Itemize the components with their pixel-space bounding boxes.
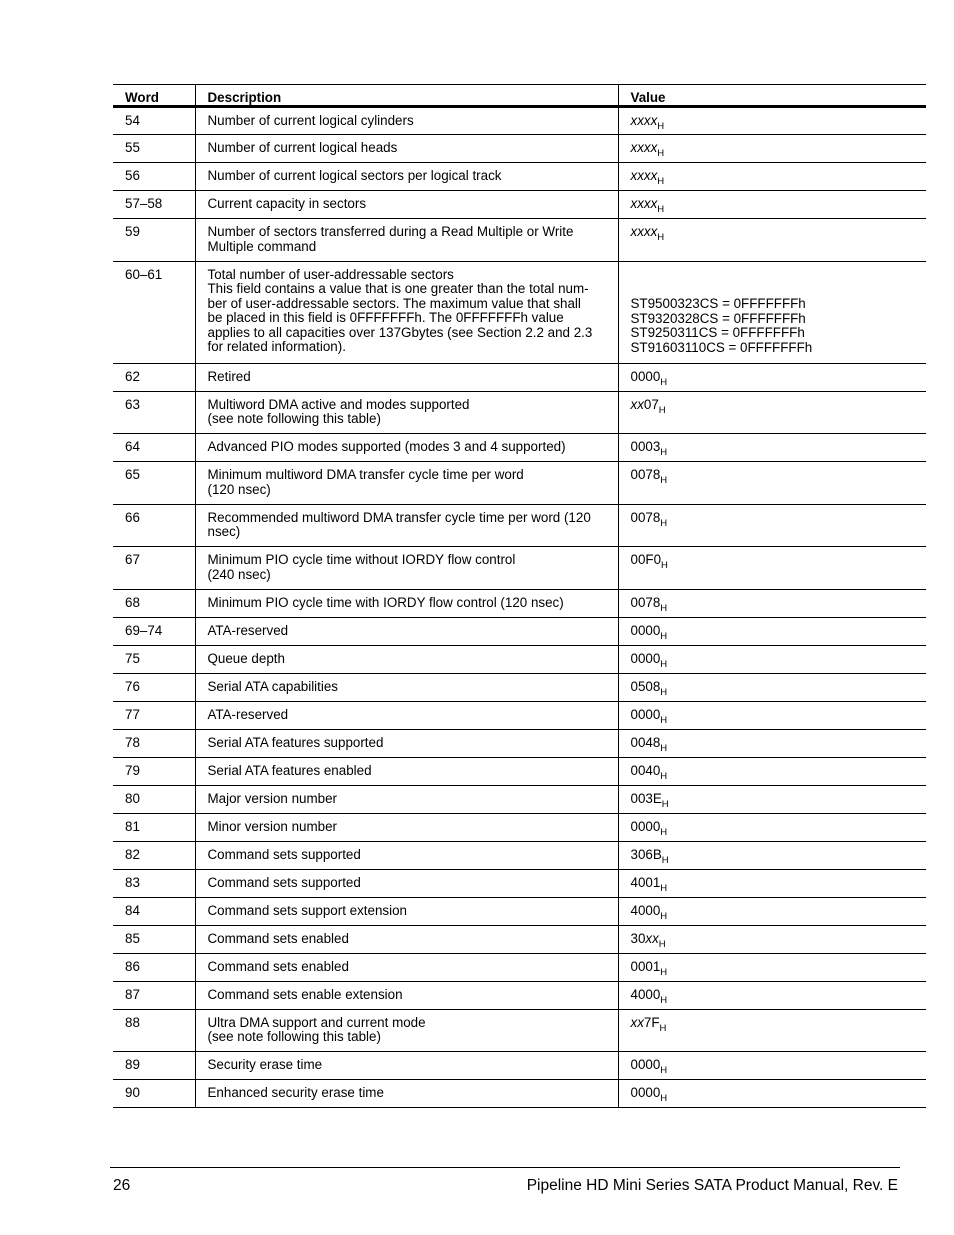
description-cell bbox=[195, 729, 618, 757]
description-line: Minimum PIO cycle time without IORDY flow control bbox=[207, 552, 516, 568]
value-text: ST9320328CS = 0FFFFFFFh bbox=[630, 310, 806, 326]
value-text: 0078 bbox=[630, 594, 661, 610]
hex-suffix: H bbox=[657, 176, 665, 188]
word-cell: 83 bbox=[113, 869, 195, 897]
word-cell: 66 bbox=[113, 504, 195, 547]
value-line bbox=[631, 312, 915, 326]
hex-suffix: H bbox=[660, 686, 668, 698]
value-line bbox=[630, 552, 915, 572]
hex-suffix: H bbox=[660, 475, 668, 487]
value-cell bbox=[618, 363, 926, 391]
description-cell bbox=[195, 1052, 618, 1080]
description-line: Retired bbox=[207, 368, 251, 384]
description-cell bbox=[195, 589, 618, 617]
description-line: Multiple command bbox=[207, 238, 317, 254]
placeholder-digits: xxxx bbox=[630, 113, 658, 128]
column-header-value: Value bbox=[618, 85, 926, 107]
word-cell: 60–61 bbox=[113, 261, 195, 363]
placeholder-digits: xxxx bbox=[630, 196, 658, 212]
hex-suffix: H bbox=[660, 658, 668, 670]
value-cell bbox=[618, 953, 926, 981]
table-row bbox=[113, 135, 926, 163]
word-cell: 56 bbox=[113, 163, 195, 191]
word-cell: 64 bbox=[113, 434, 195, 462]
description-cell bbox=[195, 897, 618, 925]
value-text: 0078 bbox=[630, 467, 661, 483]
value-line bbox=[630, 846, 915, 866]
table-row bbox=[113, 953, 926, 981]
value-cell bbox=[618, 757, 926, 785]
description-line: Queue depth bbox=[207, 650, 285, 666]
table-row bbox=[113, 462, 926, 505]
hex-suffix: H bbox=[660, 714, 668, 726]
description-cell bbox=[195, 841, 618, 869]
word-cell: 88 bbox=[113, 1009, 195, 1052]
word-cell: 90 bbox=[113, 1080, 195, 1108]
placeholder-digits: xx bbox=[630, 1014, 644, 1030]
value-line bbox=[630, 1057, 915, 1077]
description-cell bbox=[195, 434, 618, 462]
value-cell bbox=[618, 813, 926, 841]
value-text: 4001 bbox=[630, 874, 661, 890]
description-line: (120 nsec) bbox=[207, 481, 271, 497]
value-line bbox=[631, 297, 915, 311]
description-line: Major version number bbox=[207, 790, 337, 806]
value-line bbox=[630, 224, 915, 244]
hex-suffix: H bbox=[659, 1022, 667, 1034]
hex-suffix: H bbox=[660, 602, 668, 614]
placeholder-digits: xxxx bbox=[630, 168, 658, 184]
value-text: 4000 bbox=[630, 902, 661, 918]
word-cell: 67 bbox=[113, 547, 195, 590]
value-text: ST91603110CS = 0FFFFFFFh bbox=[630, 339, 813, 355]
table-row bbox=[113, 1052, 926, 1080]
word-cell: 75 bbox=[113, 645, 195, 673]
value-cell bbox=[618, 925, 926, 953]
description-line: ber of user-addressable sectors. The maximum value that shall bbox=[207, 295, 581, 311]
value-line bbox=[630, 734, 915, 754]
value-line bbox=[630, 958, 915, 978]
hex-suffix: H bbox=[660, 994, 668, 1006]
hex-suffix: H bbox=[660, 966, 668, 978]
description-cell bbox=[195, 261, 618, 363]
value-line bbox=[630, 368, 915, 388]
value-line bbox=[630, 678, 915, 698]
table-row bbox=[113, 981, 926, 1009]
hex-suffix: H bbox=[657, 148, 665, 160]
word-cell: 69–74 bbox=[113, 617, 195, 645]
description-line: ATA-reserved bbox=[207, 622, 289, 638]
value-line bbox=[630, 762, 915, 782]
description-cell bbox=[195, 547, 618, 590]
description-line: applies to all capacities over 137Gbytes (see Section 2.2 and 2.3 bbox=[207, 324, 593, 340]
description-line: Minimum PIO cycle time with IORDY flow control (120 nsec) bbox=[207, 594, 564, 610]
value-cell bbox=[618, 261, 926, 363]
description-cell bbox=[195, 673, 618, 701]
description-line: Minor version number bbox=[207, 818, 337, 834]
word-cell: 68 bbox=[113, 589, 195, 617]
description-cell bbox=[195, 462, 618, 505]
word-cell: 65 bbox=[113, 462, 195, 505]
table-row bbox=[113, 363, 926, 391]
table-row bbox=[113, 925, 926, 953]
description-cell bbox=[195, 191, 618, 219]
description-cell bbox=[195, 163, 618, 191]
description-cell bbox=[195, 701, 618, 729]
value-cell bbox=[618, 673, 926, 701]
value-text: 306B bbox=[630, 846, 662, 862]
table-header bbox=[113, 85, 926, 107]
value-text: 0001 bbox=[630, 958, 661, 974]
word-cell: 81 bbox=[113, 813, 195, 841]
hex-suffix: H bbox=[660, 517, 668, 529]
value-line bbox=[630, 509, 915, 529]
placeholder-digits: xxxx bbox=[630, 140, 658, 156]
table-row bbox=[113, 813, 926, 841]
value-line bbox=[630, 986, 915, 1006]
table-row bbox=[113, 1009, 926, 1052]
hex-suffix: H bbox=[660, 447, 668, 459]
description-line: Serial ATA features enabled bbox=[207, 762, 372, 778]
description-line: Number of current logical heads bbox=[207, 140, 398, 156]
table-body bbox=[113, 107, 926, 1108]
value-text: 0000 bbox=[630, 650, 661, 666]
description-cell bbox=[195, 135, 618, 163]
hex-suffix: H bbox=[660, 1093, 668, 1105]
value-line bbox=[630, 622, 915, 642]
value-cell bbox=[618, 219, 926, 262]
value-line bbox=[630, 396, 915, 416]
hex-suffix: H bbox=[657, 121, 665, 132]
value-line bbox=[630, 706, 915, 726]
description-cell bbox=[195, 981, 618, 1009]
word-cell: 82 bbox=[113, 841, 195, 869]
description-line: Command sets enabled bbox=[207, 930, 349, 946]
description-line: (240 nsec) bbox=[207, 566, 271, 582]
hex-suffix: H bbox=[661, 798, 669, 810]
word-cell: 62 bbox=[113, 363, 195, 391]
value-cell bbox=[618, 1009, 926, 1052]
value-cell bbox=[618, 163, 926, 191]
column-header-description: Description bbox=[195, 85, 618, 107]
description-line: Serial ATA capabilities bbox=[207, 678, 338, 694]
description-line: Recommended multiword DMA transfer cycle time per word (120 bbox=[207, 509, 591, 525]
value-text: 0000 bbox=[630, 1085, 661, 1101]
value-line bbox=[630, 594, 915, 614]
description-cell bbox=[195, 1009, 618, 1052]
value-cell bbox=[618, 869, 926, 897]
description-line: (see note following this table) bbox=[207, 411, 381, 427]
value-line bbox=[630, 439, 915, 459]
description-line: Current capacity in sectors bbox=[207, 196, 367, 212]
description-line: Number of current logical sectors per logical track bbox=[207, 168, 502, 184]
description-cell bbox=[195, 391, 618, 434]
table-row bbox=[113, 1080, 926, 1108]
description-line: Command sets supported bbox=[207, 874, 361, 890]
description-line: Minimum multiword DMA transfer cycle time per word bbox=[207, 467, 524, 483]
word-cell: 77 bbox=[113, 701, 195, 729]
description-line: Command sets enabled bbox=[207, 958, 349, 974]
identify-data-table bbox=[113, 84, 926, 1108]
value-cell bbox=[618, 191, 926, 219]
word-cell: 54 bbox=[113, 107, 195, 135]
hex-suffix: H bbox=[660, 1065, 668, 1077]
table-row bbox=[113, 219, 926, 262]
description-line: Total number of user-addressable sectors bbox=[207, 266, 454, 282]
value-text: 0040 bbox=[630, 762, 661, 778]
description-cell bbox=[195, 757, 618, 785]
word-cell: 85 bbox=[113, 925, 195, 953]
value-line bbox=[630, 168, 915, 188]
value-cell bbox=[618, 785, 926, 813]
value-line bbox=[630, 818, 915, 838]
placeholder-digits: xxxx bbox=[630, 224, 658, 240]
description-cell bbox=[195, 785, 618, 813]
table-header-row bbox=[113, 85, 926, 107]
value-text: 0000 bbox=[630, 622, 661, 638]
hex-suffix: H bbox=[660, 742, 668, 754]
value-line bbox=[630, 790, 915, 810]
description-line: Advanced PIO modes supported (modes 3 and 4 supported) bbox=[207, 439, 566, 455]
value-text: 4000 bbox=[630, 986, 661, 1002]
hex-suffix: H bbox=[660, 882, 668, 894]
footer-divider bbox=[110, 1167, 900, 1168]
description-cell bbox=[195, 617, 618, 645]
value-cell bbox=[618, 1052, 926, 1080]
word-cell: 87 bbox=[113, 981, 195, 1009]
table-row bbox=[113, 434, 926, 462]
table-row bbox=[113, 673, 926, 701]
hex-suffix: H bbox=[657, 232, 665, 244]
value-text: 0000 bbox=[630, 706, 661, 722]
value-cell bbox=[618, 504, 926, 547]
value-cell bbox=[618, 547, 926, 590]
description-line: nsec) bbox=[207, 524, 241, 540]
word-cell: 84 bbox=[113, 897, 195, 925]
description-line: Number of sectors transferred during a Read Multiple or Write bbox=[207, 224, 574, 240]
description-cell bbox=[195, 813, 618, 841]
hex-suffix: H bbox=[658, 938, 666, 950]
table-row bbox=[113, 547, 926, 590]
description-line: for related information). bbox=[207, 338, 346, 354]
value-line bbox=[630, 113, 915, 132]
table-row bbox=[113, 589, 926, 617]
value-cell bbox=[618, 897, 926, 925]
word-cell: 59 bbox=[113, 219, 195, 262]
table-row bbox=[113, 897, 926, 925]
value-line bbox=[630, 196, 915, 216]
description-cell bbox=[195, 953, 618, 981]
page-number: 26 bbox=[113, 1177, 131, 1194]
description-line: Command sets enable extension bbox=[207, 986, 403, 1002]
description-cell bbox=[195, 219, 618, 262]
description-line: be placed in this field is 0FFFFFFFh. The 0FFFFFFFh value bbox=[207, 310, 564, 326]
value-text: ST9250311CS = 0FFFFFFFh bbox=[630, 325, 805, 341]
value-cell bbox=[618, 1080, 926, 1108]
value-text: 7F bbox=[643, 1014, 660, 1030]
value-cell bbox=[618, 589, 926, 617]
table-row bbox=[113, 191, 926, 219]
value-text: 0000 bbox=[630, 368, 661, 384]
document-title: Pipeline HD Mini Series SATA Product Manual, Rev. E bbox=[526, 1177, 898, 1194]
value-cell bbox=[618, 107, 926, 135]
description-cell bbox=[195, 1080, 618, 1108]
description-line: Enhanced security erase time bbox=[207, 1085, 384, 1101]
table-row bbox=[113, 729, 926, 757]
value-text: ST9500323CS = 0FFFFFFFh bbox=[630, 296, 806, 312]
value-line bbox=[631, 326, 915, 340]
column-header-word: Word bbox=[113, 85, 195, 107]
description-line: (see note following this table) bbox=[207, 1029, 381, 1045]
value-cell bbox=[618, 135, 926, 163]
value-cell bbox=[618, 701, 926, 729]
word-cell: 78 bbox=[113, 729, 195, 757]
description-cell bbox=[195, 363, 618, 391]
table-row bbox=[113, 841, 926, 869]
description-line: Multiword DMA active and modes supported bbox=[207, 396, 470, 412]
hex-suffix: H bbox=[657, 204, 665, 216]
value-text: 0508 bbox=[630, 678, 661, 694]
word-cell: 55 bbox=[113, 135, 195, 163]
value-text: 07 bbox=[643, 396, 659, 412]
value-text: 30 bbox=[630, 930, 646, 946]
word-cell: 80 bbox=[113, 785, 195, 813]
word-cell: 89 bbox=[113, 1052, 195, 1080]
word-cell: 57–58 bbox=[113, 191, 195, 219]
description-cell bbox=[195, 504, 618, 547]
hex-suffix: H bbox=[661, 560, 668, 572]
value-line bbox=[630, 1014, 915, 1034]
value-line bbox=[630, 140, 915, 160]
table-row bbox=[113, 617, 926, 645]
word-cell: 79 bbox=[113, 757, 195, 785]
description-line: Serial ATA features supported bbox=[207, 734, 384, 750]
value-line bbox=[630, 650, 915, 670]
description-line: Ultra DMA support and current mode bbox=[207, 1014, 426, 1030]
description-line: Number of current logical cylinders bbox=[207, 113, 414, 128]
hex-suffix: H bbox=[660, 826, 668, 838]
table-row bbox=[113, 645, 926, 673]
table-row bbox=[113, 163, 926, 191]
value-line bbox=[631, 341, 915, 355]
description-line: This field contains a value that is one greater than the total num- bbox=[207, 281, 589, 297]
value-text: 00F0 bbox=[630, 552, 662, 568]
description-line: ATA-reserved bbox=[207, 706, 289, 722]
value-text: 0000 bbox=[630, 818, 661, 834]
description-cell bbox=[195, 107, 618, 135]
word-cell: 86 bbox=[113, 953, 195, 981]
placeholder-digits: xx bbox=[645, 930, 659, 946]
value-text: 0078 bbox=[630, 509, 661, 525]
value-line bbox=[630, 1085, 915, 1105]
table-row bbox=[113, 701, 926, 729]
value-text: 003E bbox=[630, 790, 662, 806]
table-row bbox=[113, 391, 926, 434]
value-line bbox=[630, 902, 915, 922]
table-row bbox=[113, 785, 926, 813]
table-row bbox=[113, 757, 926, 785]
table-row bbox=[113, 869, 926, 897]
value-cell bbox=[618, 841, 926, 869]
value-line bbox=[630, 930, 915, 950]
hex-suffix: H bbox=[660, 770, 668, 782]
description-line: Command sets supported bbox=[207, 846, 361, 862]
value-text: 0000 bbox=[630, 1057, 661, 1073]
value-cell bbox=[618, 391, 926, 434]
table-row bbox=[113, 107, 926, 135]
word-cell: 63 bbox=[113, 391, 195, 434]
value-cell bbox=[618, 434, 926, 462]
value-line bbox=[630, 874, 915, 894]
description-cell bbox=[195, 645, 618, 673]
value-cell bbox=[618, 729, 926, 757]
value-text: 0048 bbox=[630, 734, 661, 750]
description-cell bbox=[195, 869, 618, 897]
table-row bbox=[113, 261, 926, 363]
hex-suffix: H bbox=[661, 854, 669, 866]
description-line: Security erase time bbox=[207, 1057, 323, 1073]
placeholder-digits: xx bbox=[630, 396, 644, 412]
value-cell bbox=[618, 981, 926, 1009]
hex-suffix: H bbox=[660, 630, 668, 642]
description-line: Command sets support extension bbox=[207, 902, 407, 918]
value-cell bbox=[618, 645, 926, 673]
value-cell bbox=[618, 617, 926, 645]
table-row bbox=[113, 504, 926, 547]
hex-suffix: H bbox=[660, 376, 668, 388]
hex-suffix: H bbox=[658, 404, 666, 416]
description-cell bbox=[195, 925, 618, 953]
value-line bbox=[630, 467, 915, 487]
value-cell bbox=[618, 462, 926, 505]
word-cell: 76 bbox=[113, 673, 195, 701]
value-text: 0003 bbox=[630, 439, 661, 455]
hex-suffix: H bbox=[660, 910, 668, 922]
